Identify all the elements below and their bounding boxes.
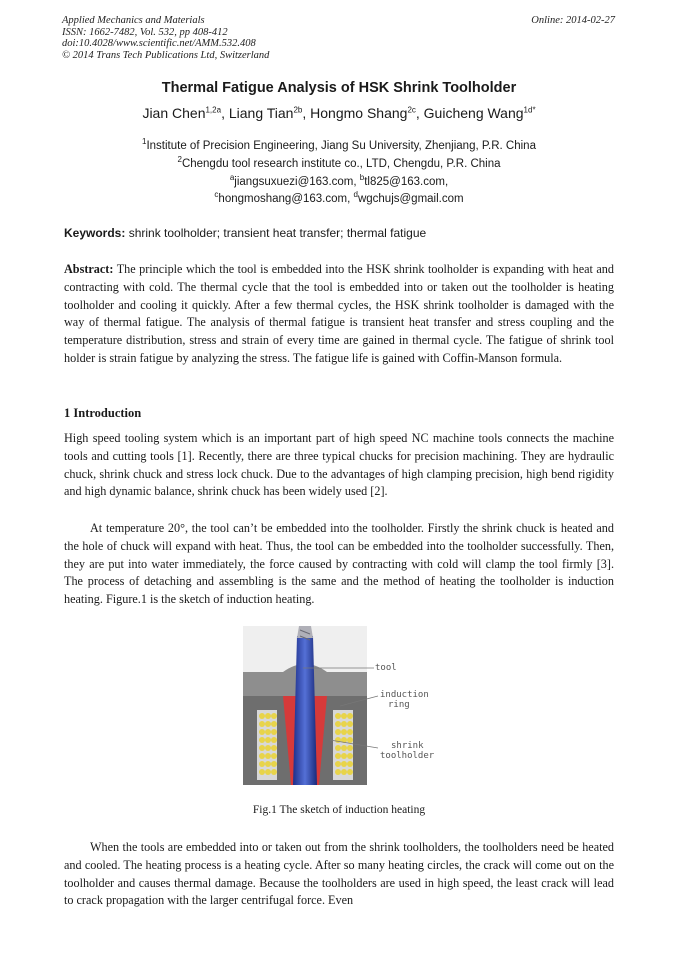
abstract-label: Abstract:: [64, 262, 114, 276]
paper-title: Thermal Fatigue Analysis of HSK Shrink Toolholder: [161, 80, 517, 96]
email-link[interactable]: tl825@163.com,: [364, 175, 449, 188]
figure-caption: Fig.1 The sketch of induction heating: [252, 804, 426, 816]
author-name: Liang Tian: [228, 105, 294, 121]
figure-label-holder-2: toolholder: [380, 751, 435, 761]
author-sup: 2b: [293, 105, 303, 115]
journal-name: Applied Mechanics and Materials: [62, 15, 205, 26]
email-line-1: $^a$jiangsuxuezi@163.com, $^b$tl825@163.com,: [229, 173, 449, 188]
email-link[interactable]: jiangsuxuezi@163.com,: [234, 175, 357, 188]
affiliation-2: $^2$Chengdu tool research institute co., LTD, Chengdu, P.R. China: [177, 155, 501, 170]
journal-meta: [62, 15, 269, 61]
copyright-line: © 2014 Trans Tech Publications Ltd, Switzerland: [62, 49, 270, 61]
author-list: Jian Chen$^{1,2a}$, Liang Tian$^{2b}$, Hongmo Shang$^{2c}$, Guicheng Wang$^{1d*}$: [142, 105, 536, 121]
figure-label-tool: tool: [375, 663, 397, 673]
keywords-label: Keywords:: [64, 226, 126, 240]
keywords-line: [64, 226, 426, 240]
abstract-text: The principle which the tool is embedded into the HSK shrink toolholder is expanding with heat and contracting with cold. The thermal cycle that the tool is embedded into or taken out the toolholder is heating toolholder and cooling it quickly. After a few thermal cycles, the HSK shrink toolholder is damaged with the way of thermal fatigue. The analysis of thermal fatigue is transient heat transfer and stress coupling and the temperature distribution, stress and strain of every time are gained in thermal cycle. The fatigue of shrink tool holder is strain fatigue by analyzing the stress. The fatigue life is gained with Coffin-Manson formula.: [64, 262, 614, 365]
author-sup: 2c: [407, 105, 416, 115]
keywords-text: shrink toolholder; transient heat transfer; thermal fatigue: [128, 226, 427, 240]
author-sup: 1d*: [523, 105, 536, 115]
section-heading-introduction: 1 Introduction: [64, 406, 142, 420]
intro-paragraph-3: When the tools are embedded into or taken out from the shrink toolholders, the toolholders need be heated and cooled. The heating process is a heating cycle. After so many heating circles, the crack will come out on the toolholder and causes thermal damage. Because the toolholders are used in high speed, the least crack will lead to crack propagation with the larger centrifugal force. Even: [64, 840, 614, 908]
figure-label-ring-2: ring: [388, 700, 410, 710]
issn-line: ISSN: 1662-7482, Vol. 532, pp 408-412: [62, 26, 228, 38]
figure-label-holder-1: shrink: [391, 741, 424, 751]
intro-paragraph-1: High speed tooling system which is an important part of high speed NC machine tools connects the machine tools and cutting tools [1]. Recently, there are three typical chucks for precision machining. They are hydraulic chuck, shrink chuck and stress lock chuck. Due to the advantages of high clamping precision, high bend rigidity and high dynamic balance, shrink chuck has been widely used [2].: [64, 431, 614, 499]
figure-label-ring-1: induction: [380, 690, 429, 700]
author-sup: 1,2a: [205, 105, 222, 115]
author-name: Guicheng Wang: [423, 105, 524, 121]
email-line-2: $^c$hongmoshang@163.com, $^d$wgchujs@gmail.com: [214, 190, 464, 205]
email-link[interactable]: wgchujs@gmail.com: [357, 192, 464, 205]
author-name: Hongmo Shang: [310, 105, 408, 121]
intro-paragraph-2: At temperature 20°, the tool can’t be embedded into the toolholder. Firstly the shrink chuck is heated and the hole of chuck will expand with heat. Thus, the tool can be embedded into the toolholder successfully. Then, they are put into water immediately, the force caused by contracting with cold will clamp the tool firmly [3]. The process of detaching and assembling is the same and the method of heating the toolholder is induction heating. Figure.1 is the sketch of induction heating.: [64, 521, 614, 607]
online-date: Online: 2014-02-27: [531, 15, 615, 26]
affiliation-1: $^1$Institute of Precision Engineering, Jiang Su University, Zhenjiang, P.R. China: [142, 137, 536, 152]
author-name: Jian Chen: [142, 105, 206, 121]
abstract-paragraph: [64, 261, 614, 368]
doi-line[interactable]: doi:10.4028/www.scientific.net/AMM.532.408: [62, 38, 256, 49]
figure-leader-lines: [300, 660, 380, 760]
email-link[interactable]: hongmoshang@163.com,: [218, 192, 351, 205]
